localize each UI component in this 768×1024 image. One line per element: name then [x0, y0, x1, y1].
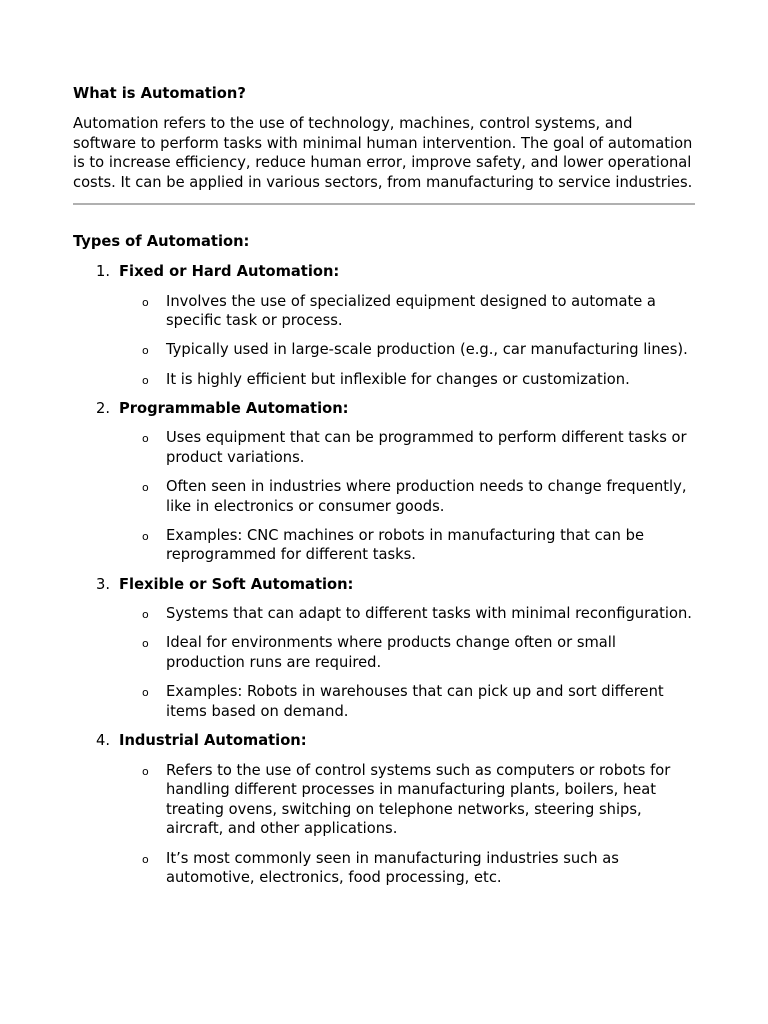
type-points-list: [119, 428, 695, 565]
list-item: [119, 604, 695, 624]
circle-bullet-icon: o: [142, 686, 149, 700]
list-item: [119, 761, 695, 839]
list-item: [119, 428, 695, 467]
point-text: Examples: CNC machines or robots in manufacturing that can be reprogrammed for different tasks.: [166, 526, 645, 564]
horizontal-divider: [73, 203, 695, 205]
type-title: Flexible or Soft Automation:: [119, 575, 354, 593]
list-item: [119, 370, 695, 390]
automation-type-item: [73, 399, 695, 565]
point-text: Examples: Robots in warehouses that can pick up and sort different items based on demand.: [166, 683, 664, 720]
list-item: [119, 682, 695, 721]
types-heading: Types of Automation:: [73, 233, 250, 251]
point-text: Involves the use of specialized equipment designed to automate a specific task or process.: [166, 292, 656, 330]
document-page: [73, 84, 695, 897]
type-title: Programmable Automation:: [119, 399, 349, 417]
point-text: Systems that can adapt to different tasks with minimal reconfiguration.: [166, 605, 692, 623]
list-item: [119, 477, 695, 516]
circle-bullet-icon: o: [142, 481, 149, 495]
intro-paragraph: Automation refers to the use of technology, machines, control systems, and software to perform tasks with minimal human intervention. The goal of automation is to increase efficiency, reduce human error, improve safety, and lower operational costs. It can be applied in various sectors, from manufacturing to service industries.: [73, 115, 693, 191]
type-number: 3.: [96, 575, 111, 593]
circle-bullet-icon: o: [142, 529, 149, 543]
page-title: What is Automation?: [73, 85, 246, 102]
point-text: Refers to the use of control systems such as computers or robots for handling different processes in manufacturing plants, boilers, heat treating ovens, switching on telephone networks, steering ships, aircraft, and other applications.: [166, 761, 671, 838]
automation-type-item: [73, 575, 695, 722]
circle-bullet-icon: o: [142, 764, 149, 778]
circle-bullet-icon: o: [142, 344, 149, 358]
circle-bullet-icon: o: [142, 373, 149, 387]
list-item: [119, 849, 695, 888]
type-points-list: [119, 761, 695, 888]
type-title: Fixed or Hard Automation:: [119, 262, 340, 280]
list-item: [119, 633, 695, 672]
automation-type-item: [73, 262, 695, 389]
list-item: [119, 292, 695, 331]
point-text: Ideal for environments where products change often or small production runs are required.: [166, 634, 616, 672]
type-number: 2.: [96, 399, 111, 417]
point-text: Uses equipment that can be programmed to perform different tasks or product variations.: [166, 429, 687, 466]
type-number: 4.: [96, 732, 111, 749]
type-title: Industrial Automation:: [119, 732, 307, 749]
list-item: [119, 526, 695, 565]
type-number: 1.: [96, 262, 111, 280]
circle-bullet-icon: o: [142, 852, 149, 866]
circle-bullet-icon: o: [142, 637, 149, 651]
automation-type-item: [73, 731, 695, 888]
point-text: It is highly efficient but inflexible for changes or customization.: [166, 370, 630, 388]
circle-bullet-icon: o: [142, 432, 149, 446]
circle-bullet-icon: o: [142, 295, 149, 309]
circle-bullet-icon: o: [142, 608, 149, 622]
point-text: Typically used in large-scale production (e.g., car manufacturing lines).: [166, 341, 688, 359]
point-text: It’s most commonly seen in manufacturing industries such as automotive, electronics, food processing, etc.: [166, 849, 619, 887]
type-points-list: [119, 604, 695, 721]
point-text: Often seen in industries where production needs to change frequently, like in electronics or consumer goods.: [166, 478, 687, 515]
list-item: [119, 340, 695, 360]
type-points-list: [119, 292, 695, 390]
automation-types-list: [73, 262, 695, 888]
